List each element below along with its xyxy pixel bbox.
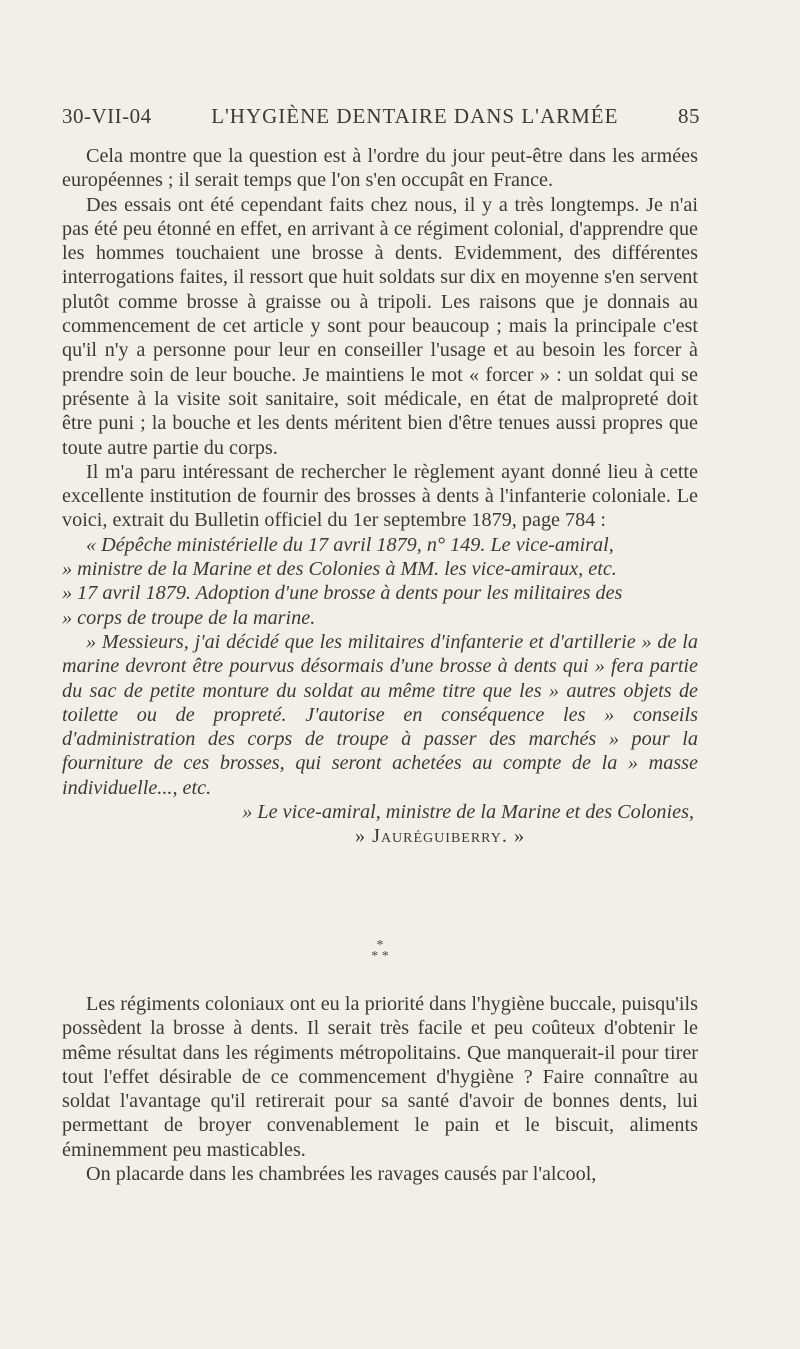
decree-signature: » Le vice-amiral, ministre de la Marine et des Colonies,	[242, 801, 694, 824]
header-date: 30-VII-04	[62, 104, 152, 128]
decree-line: « Dépêche ministérielle du 17 avril 1879, n° 149. Le vice-amiral,	[86, 533, 614, 556]
running-header	[62, 104, 700, 129]
paragraph: On placarde dans les chambrées les ravages causés par l'alcool,	[86, 1163, 597, 1186]
main-text	[62, 144, 698, 849]
paragraph: Les régiments coloniaux ont eu la priorité dans l'hygiène buccale, puisqu'ils possèdent la brosse à dents. Il serait très facile et peu coûteux d'obtenir le même résultat dans les régiments métropolitains. Que manquerait-il pour tirer tout l'effet désirable de ce commencement d'hygiène ? Faire connaître au soldat l'avantage qu'il retirerait pour sa santé d'avoir de bonnes dents, lui permettant de broyer convenablement le pain et le biscuit, aliments éminemment peu masticables.	[62, 993, 698, 1161]
paragraph: Il m'a paru intéressant de rechercher le règlement ayant donné lieu à cette excellente institution de fournir des brosses à dents à l'infanterie coloniale. Le voici, extrait du Bulletin officiel du 1er septembre 1879, page 784 :	[62, 460, 698, 532]
decree-signatory: » Jauréguiberry. »	[354, 825, 526, 848]
section-separator: * * *	[371, 938, 389, 964]
decree-line: » ministre de la Marine et des Colonies à MM. les vice-amiraux, etc.	[62, 558, 617, 581]
page-number: 85	[678, 104, 700, 128]
second-section	[62, 992, 698, 1186]
header-title: L'HYGIÈNE DENTAIRE DANS L'ARMÉE	[211, 104, 619, 128]
quoted-decree	[62, 533, 698, 849]
decree-body: » Messieurs, j'ai décidé que les militaires d'infanterie et d'artillerie » de la marine devront être pourvus désormais d'une brosse à dents qui » fera partie du sac de petite monture du soldat au même titre que les » autres objets de toilette ou de propreté. J'autorise en conséquence les » conseils d'administration des corps de troupe à passer des marchés » pour la fourniture de ces brosses, qui seront achetées au compte de la » masse individuelle..., etc.	[62, 630, 698, 799]
paragraph: Des essais ont été cependant faits chez nous, il y a très longtemps. Je n'ai pas été peu étonné en effet, en arrivant à ce régiment colonial, d'apprendre que les hommes touchaient une brosse à dents. Evidemment, des différentes interrogations faites, il ressort que huit soldats sur dix en moyenne s'en servent plutôt comme brosse à graisse ou à tripoli. Les raisons que je donnais au commencement de cet article y sont pour beaucoup ; mais la principale c'est qu'il n'y a personne pour leur en conseiller l'usage et au besoin les forcer à prendre soin de leur bouche. Je maintiens le mot « forcer » : un soldat qui se présente à la visite soit sanitaire, soit médicale, en état de malpropreté doit être puni ; la bouche et les dents méritent bien d'être tenues aussi propres que toute autre partie du corps.	[62, 193, 698, 459]
decree-line: » 17 avril 1879. Adoption d'une brosse à dents pour les militaires des	[62, 582, 623, 605]
paragraph: Cela montre que la question est à l'ordre du jour peut-être dans les armées européennes ; il serait temps que l'on s'en occupât en France.	[62, 145, 698, 192]
decree-line: » corps de troupe de la marine.	[62, 606, 316, 629]
